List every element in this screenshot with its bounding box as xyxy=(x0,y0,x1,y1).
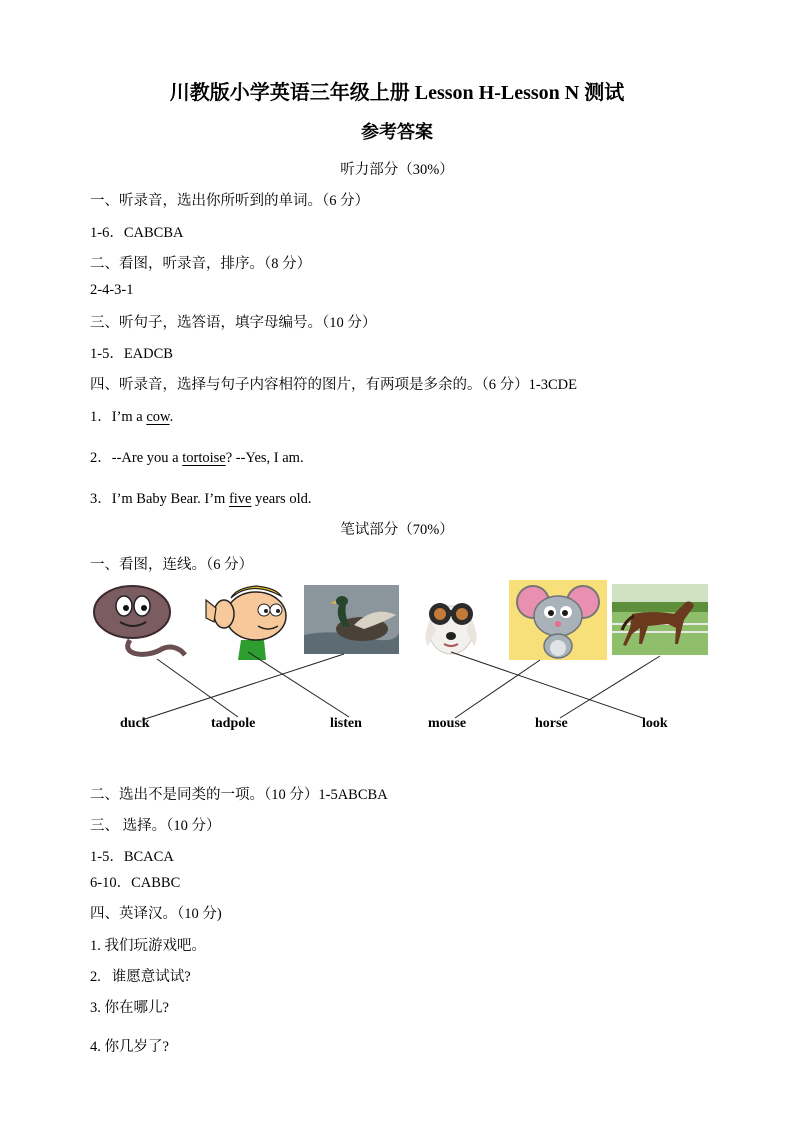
item-answer: tortoise xyxy=(182,450,226,466)
word-tadpole: tadpole xyxy=(211,716,256,731)
line-duck xyxy=(142,654,344,720)
word-horse: horse xyxy=(535,716,568,731)
item-suffix: ? --Yes, I am. xyxy=(225,450,304,466)
writing-q3-answer-2: 6-10．CABBC xyxy=(90,875,181,891)
line-listen xyxy=(248,652,349,717)
listening-q3-label: 三、听句子，选答语，填字母编号。（10 分） xyxy=(90,315,377,331)
writing-header: 笔试部分（70%） xyxy=(340,522,454,538)
item-suffix: years old. xyxy=(251,491,312,507)
writing-q4-item-3: 3. 你在哪儿? xyxy=(90,1000,169,1016)
listening-q2-label: 二、看图，听录音，排序。（8 分） xyxy=(90,256,312,272)
word-duck: duck xyxy=(120,716,150,731)
word-look: look xyxy=(642,716,668,731)
writing-q4-label: 四、英译汉。（10 分) xyxy=(90,906,222,922)
writing-q2-label: 二、选出不是同类的一项。（10 分）1-5ABCBA xyxy=(90,787,388,803)
listening-q2-answer: 2-4-3-1 xyxy=(90,282,134,298)
item-answer: cow xyxy=(146,409,170,425)
listening-q4-label: 四、听录音，选择与句子内容相符的图片，有两项是多余的。（6 分）1-3CDE xyxy=(90,377,577,393)
writing-q4-item-2: 2. 谁愿意试试? xyxy=(90,969,191,985)
writing-q4-item-4: 4. 你几岁了? xyxy=(90,1039,169,1055)
line-look xyxy=(451,652,643,718)
line-mouse xyxy=(455,660,540,718)
writing-q1-label: 一、看图，连线。（6 分） xyxy=(90,557,254,573)
writing-q3-answer-1: 1-5．BCACA xyxy=(90,849,174,865)
line-tadpole xyxy=(157,659,238,717)
item-prefix: 1．I’m a xyxy=(90,409,147,425)
item-prefix: 3．I’m Baby Bear. I’m xyxy=(90,491,229,507)
word-mouse: mouse xyxy=(428,716,467,731)
page-title: 川教版小学英语三年级上册 Lesson H-Lesson N 测试 xyxy=(169,82,625,104)
item-answer: five xyxy=(228,491,252,507)
listening-q1-label: 一、听录音，选出你所听到的单词。（6 分） xyxy=(90,193,370,209)
listening-q3-answer: 1-5．EADCB xyxy=(90,346,173,362)
item-suffix: . xyxy=(169,409,174,425)
page-subtitle: 参考答案 xyxy=(361,122,433,142)
writing-q3-label: 三、 选择。（10 分） xyxy=(90,818,221,834)
writing-q4-item-1: 1. 我们玩游戏吧。 xyxy=(90,938,206,954)
item-prefix: 2．--Are you a xyxy=(90,450,183,466)
listening-header: 听力部分（30%） xyxy=(340,162,454,178)
listening-q1-answer: 1-6．CABCBA xyxy=(90,225,184,241)
line-horse xyxy=(560,656,660,718)
word-listen: listen xyxy=(330,716,362,731)
